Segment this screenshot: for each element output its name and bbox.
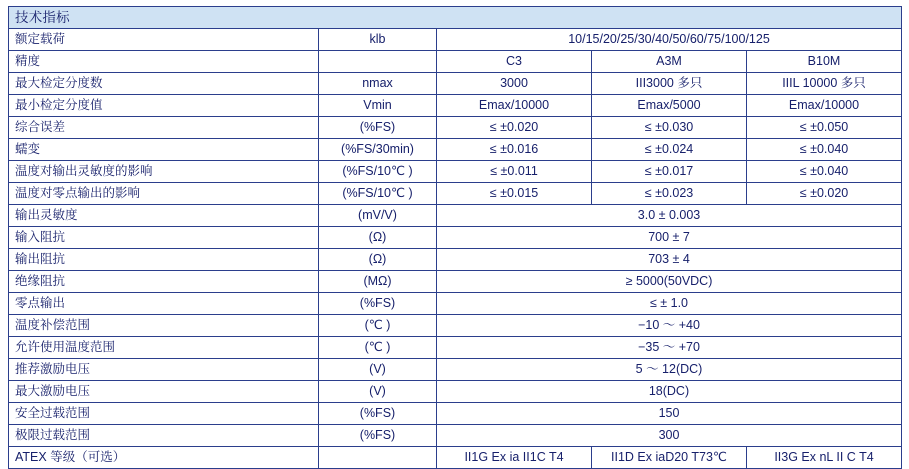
spec-unit-cell: (V) xyxy=(319,359,437,381)
spec-value-cell-v1: II1G Ex ia II1C T4 xyxy=(437,447,592,469)
spec-value-cell-v1: Emax/10000 xyxy=(437,95,592,117)
spec-value-cell-v1: ≤ ±0.020 xyxy=(437,117,592,139)
spec-value-cell: 5 ～ 12(DC) xyxy=(437,359,902,381)
spec-unit-cell: (%FS) xyxy=(319,293,437,315)
table-row xyxy=(9,95,902,117)
table-row xyxy=(9,359,902,381)
spec-unit-cell: Vmin xyxy=(319,95,437,117)
table-row xyxy=(9,271,902,293)
spec-value-cell: 18(DC) xyxy=(437,381,902,403)
table-row xyxy=(9,315,902,337)
spec-unit-cell: (MΩ) xyxy=(319,271,437,293)
spec-value-cell-v3: ≤ ±0.040 xyxy=(747,161,902,183)
spec-value-cell-v1: ≤ ±0.011 xyxy=(437,161,592,183)
spec-value-cell: 700 ± 7 xyxy=(437,227,902,249)
spec-name-cell: 综合误差 xyxy=(9,117,319,139)
table-row xyxy=(9,51,902,73)
table-row xyxy=(9,425,902,447)
spec-name-cell: 温度补偿范围 xyxy=(9,315,319,337)
spec-value-cell-v3: ≤ ±0.050 xyxy=(747,117,902,139)
spec-value-cell-v2: ≤ ±0.023 xyxy=(592,183,747,205)
spec-value-cell: −10 ～ +40 xyxy=(437,315,902,337)
table-row xyxy=(9,403,902,425)
table-row xyxy=(9,293,902,315)
spec-name-cell: 零点输出 xyxy=(9,293,319,315)
spec-name-cell: 安全过载范围 xyxy=(9,403,319,425)
spec-value-cell: 150 xyxy=(437,403,902,425)
spec-unit-cell: (%FS/30min) xyxy=(319,139,437,161)
spec-name-cell: 温度对零点输出的影响 xyxy=(9,183,319,205)
table-row xyxy=(9,381,902,403)
technical-specifications-table xyxy=(8,6,902,469)
spec-value-cell-v1: 3000 xyxy=(437,73,592,95)
spec-value-cell-v2: II1D Ex iaD20 T73℃ xyxy=(592,447,747,469)
table-row xyxy=(9,183,902,205)
spec-value-cell-v2: ≤ ±0.024 xyxy=(592,139,747,161)
spec-name-cell: 输出阻抗 xyxy=(9,249,319,271)
spec-name-cell: 最小检定分度值 xyxy=(9,95,319,117)
spec-unit-cell: (%FS) xyxy=(319,425,437,447)
spec-value-cell-v2: Emax/5000 xyxy=(592,95,747,117)
spec-name-cell: 温度对输出灵敏度的影响 xyxy=(9,161,319,183)
spec-unit-cell: klb xyxy=(319,29,437,51)
table-row xyxy=(9,249,902,271)
spec-unit-cell: (%FS/10℃ ) xyxy=(319,183,437,205)
spec-value-cell: −35 ～ +70 xyxy=(437,337,902,359)
spec-value-cell-v2: III3000 多只 xyxy=(592,73,747,95)
spec-value-cell-v3: ≤ ±0.020 xyxy=(747,183,902,205)
spec-name-cell: 最大检定分度数 xyxy=(9,73,319,95)
spec-value-cell: 300 xyxy=(437,425,902,447)
spec-name-cell: ATEX 等级（可选） xyxy=(9,447,319,469)
spec-value-cell-v2: A3M xyxy=(592,51,747,73)
spec-value-cell: 10/15/20/25/30/40/50/60/75/100/125 xyxy=(437,29,902,51)
table-title-row xyxy=(9,7,902,29)
spec-name-cell: 最大激励电压 xyxy=(9,381,319,403)
spec-name-cell: 极限过载范围 xyxy=(9,425,319,447)
table-body xyxy=(9,7,902,469)
spec-value-cell: ≥ 5000(50VDC) xyxy=(437,271,902,293)
spec-value-cell-v3: Emax/10000 xyxy=(747,95,902,117)
table-row xyxy=(9,227,902,249)
table-row xyxy=(9,73,902,95)
spec-value-cell: 3.0 ± 0.003 xyxy=(437,205,902,227)
spec-name-cell: 推荐激励电压 xyxy=(9,359,319,381)
spec-name-cell: 绝缘阻抗 xyxy=(9,271,319,293)
spec-unit-cell: (℃ ) xyxy=(319,337,437,359)
spec-value-cell-v1: C3 xyxy=(437,51,592,73)
spec-value-cell-v2: ≤ ±0.030 xyxy=(592,117,747,139)
table-row xyxy=(9,161,902,183)
spec-name-cell: 允许使用温度范围 xyxy=(9,337,319,359)
spec-value-cell-v2: ≤ ±0.017 xyxy=(592,161,747,183)
spec-unit-cell xyxy=(319,51,437,73)
spec-value-cell-v3: B10M xyxy=(747,51,902,73)
spec-value-cell-v1: ≤ ±0.015 xyxy=(437,183,592,205)
spec-unit-cell: (Ω) xyxy=(319,249,437,271)
spec-value-cell-v3: IIIL 10000 多只 xyxy=(747,73,902,95)
table-row xyxy=(9,337,902,359)
spec-value-cell-v3: ≤ ±0.040 xyxy=(747,139,902,161)
spec-name-cell: 输入阻抗 xyxy=(9,227,319,249)
spec-name-cell: 蠕变 xyxy=(9,139,319,161)
spec-unit-cell: (℃ ) xyxy=(319,315,437,337)
spec-unit-cell: (%FS) xyxy=(319,403,437,425)
spec-unit-cell: (V) xyxy=(319,381,437,403)
spec-unit-cell: nmax xyxy=(319,73,437,95)
table-row xyxy=(9,117,902,139)
table-row xyxy=(9,29,902,51)
spec-value-cell: 703 ± 4 xyxy=(437,249,902,271)
table-row xyxy=(9,447,902,469)
spec-unit-cell: (mV/V) xyxy=(319,205,437,227)
spec-name-cell: 输出灵敏度 xyxy=(9,205,319,227)
spec-unit-cell xyxy=(319,447,437,469)
spec-unit-cell: (%FS) xyxy=(319,117,437,139)
spec-name-cell: 额定载荷 xyxy=(9,29,319,51)
spec-value-cell-v1: ≤ ±0.016 xyxy=(437,139,592,161)
spec-unit-cell: (Ω) xyxy=(319,227,437,249)
spec-unit-cell: (%FS/10℃ ) xyxy=(319,161,437,183)
table-row xyxy=(9,139,902,161)
spec-value-cell: ≤ ± 1.0 xyxy=(437,293,902,315)
spec-name-cell: 精度 xyxy=(9,51,319,73)
page-title: 技术指标 xyxy=(9,7,902,29)
spec-value-cell-v3: II3G Ex nL II C T4 xyxy=(747,447,902,469)
table-row xyxy=(9,205,902,227)
